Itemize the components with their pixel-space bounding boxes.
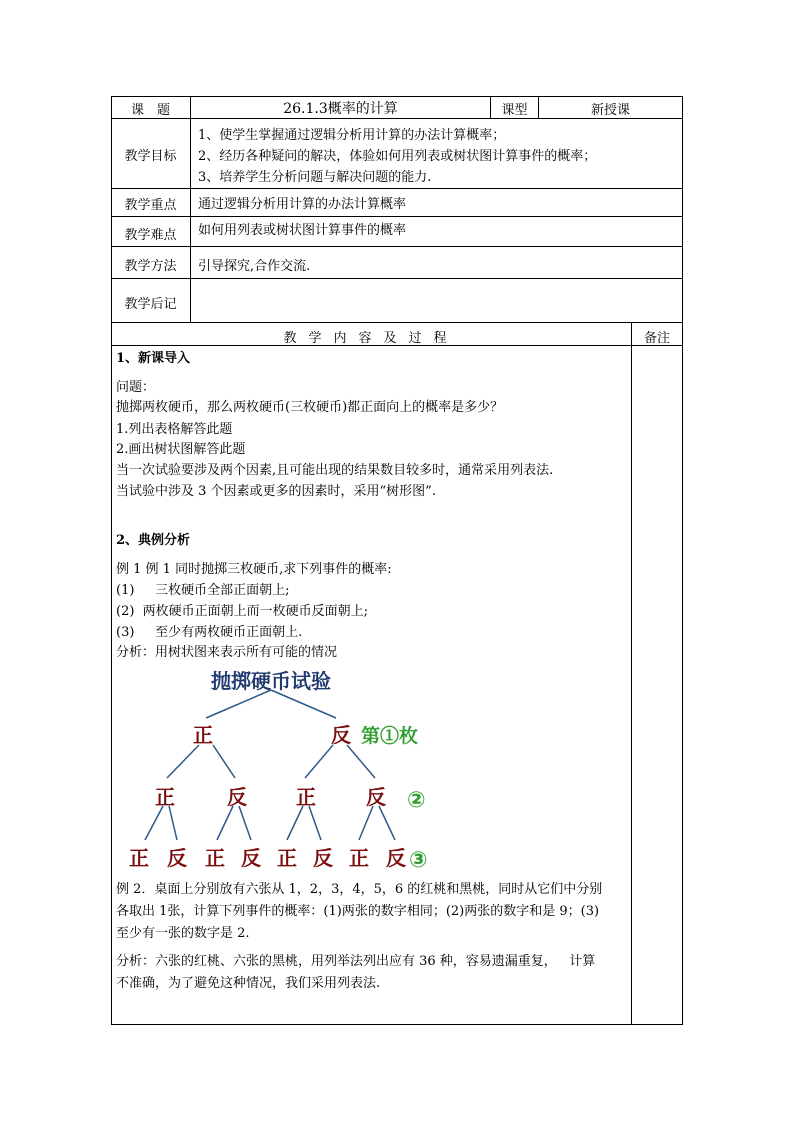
- paragraph-line: 至少有一张的数字是 2.: [116, 926, 250, 941]
- tree-leaf: 正: [129, 846, 149, 870]
- tree-branches: [145, 690, 395, 840]
- section-heading: 1、新课导入: [116, 351, 191, 366]
- tree-leaf: 正: [205, 846, 225, 870]
- section-heading: 2、典例分析: [116, 533, 191, 548]
- content-title: 教学内容及过程: [283, 331, 459, 346]
- tree-level-tag: 第①枚: [361, 725, 419, 747]
- tree-root-label: 抛掷硬币试验: [211, 669, 331, 693]
- paragraph-line: 例 1 例 1 同时抛掷三枚硬币,求下列事件的概率:: [116, 562, 392, 577]
- focus-text: 通过逻辑分析用计算的办法计算概率: [198, 197, 407, 212]
- tree-node: 反: [366, 785, 386, 809]
- notes-label: 备注: [643, 331, 670, 346]
- topic-label: 课 题: [130, 103, 170, 118]
- paragraph-line: (2) 两枚硬币正面朝上而一枚硬币反面朝上;: [116, 604, 369, 619]
- tree-node: 正: [193, 723, 213, 747]
- paragraph-line: 例 2．桌面上分别放有六张从 1，2，3，4，5，6 的红桃和黑桃，同时从它们中分别: [116, 882, 603, 897]
- focus-label: 教学重点: [124, 198, 177, 213]
- paragraph-line: 分析：用树状图来表示所有可能的情况: [116, 645, 338, 660]
- difficulty-text: 如何用列表或树状图计算事件的概率: [198, 223, 407, 238]
- goal-item: 3、培养学生分析问题与解决问题的能力.: [198, 170, 432, 185]
- tree-leaf: 反: [241, 846, 261, 870]
- paragraph-line: (1) 三枚硬币全部正面朝上;: [116, 583, 290, 598]
- topic-value: 26.1.3概率的计算: [283, 101, 398, 117]
- paragraph-line: 分析：六张的红桃、六张的黑桃，用列举法列出应有 36 种，容易遗漏重复， 计算: [116, 954, 596, 969]
- lesson-type-label: 课型: [501, 103, 528, 118]
- tree-leaf: 反: [313, 846, 333, 870]
- tree-leaf: 反: [386, 846, 406, 870]
- method-label: 教学方法: [124, 259, 177, 274]
- paragraph-line: 抛掷两枚硬币，那么两枚硬币(三枚硬币)都正面向上的概率是多少？: [116, 400, 504, 415]
- difficulty-label: 教学难点: [124, 228, 177, 243]
- paragraph-line: 问题：: [116, 380, 156, 395]
- tree-node: 正: [155, 785, 175, 809]
- tree-node: 反: [227, 785, 247, 809]
- tree-node: 正: [296, 785, 316, 809]
- goal-item: 2、经历各种疑问的解决，体验如何用列表或树状图计算事件的概率；: [198, 149, 597, 164]
- paragraph-line: (3) 至少有两枚硬币正面朝上.: [116, 625, 303, 640]
- paragraph-line: 当试验中涉及 3 个因素或更多的因素时，采用“树形图”.: [116, 484, 436, 499]
- reflection-label: 教学后记: [124, 297, 177, 312]
- goal-item: 1、使学生掌握通过逻辑分析用计算的办法计算概率；: [198, 128, 506, 143]
- goals-label: 教学目标: [124, 149, 177, 164]
- tree-leaf: 正: [349, 846, 369, 870]
- probability-tree-diagram: [111, 660, 631, 875]
- paragraph-line: 不准确，为了避免这种情况，我们采用列表法.: [116, 976, 381, 991]
- paragraph-line: 1.列出表格解答此题: [116, 422, 233, 437]
- paragraph-line: 2.画出树状图解答此题: [116, 442, 246, 457]
- tree-level-tag: ②: [407, 788, 426, 813]
- method-text: 引导探究,合作交流.: [198, 259, 311, 274]
- tree-leaf: 反: [167, 846, 187, 870]
- lesson-type-value: 新授课: [590, 103, 630, 118]
- tree-leaf: 正: [277, 846, 297, 870]
- paragraph-line: 各取出 1张，计算下列事件的概率：(1)两张的数字相同；(2)两张的数字和是 9；(3): [116, 904, 600, 919]
- paragraph-line: 当一次试验要涉及两个因素,且可能出现的结果数目较多时，通常采用列表法.: [116, 463, 554, 478]
- tree-level-tag: ③: [409, 848, 428, 873]
- tree-node: 反: [331, 723, 351, 747]
